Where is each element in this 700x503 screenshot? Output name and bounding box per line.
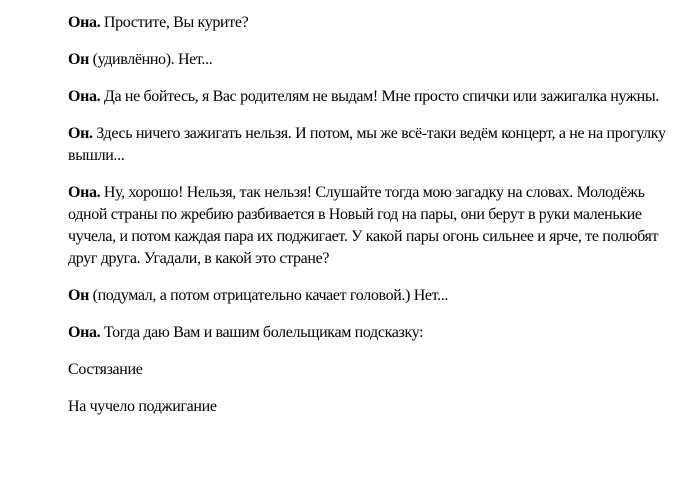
line-text: Да не бойтесь, я Вас родителям не выдам! Мне просто спички или зажигалка нужны. — [100, 88, 659, 105]
speaker-name: Она. — [68, 88, 101, 105]
text-line — [68, 359, 684, 381]
dialogue-line — [68, 123, 684, 167]
speaker-name: Она. — [68, 14, 101, 31]
dialogue-line — [68, 12, 684, 34]
dialogue-line — [68, 322, 684, 344]
dialogue-line — [68, 86, 684, 108]
speaker-name: Он. — [68, 125, 93, 142]
dialogue-line — [68, 182, 684, 270]
dialogue-line — [68, 285, 684, 307]
line-text: (удивлённо). Нет... — [88, 51, 213, 68]
line-text: (подумал, а потом отрицательно качает головой.) Нет... — [88, 287, 449, 304]
line-text: Ну, хорошо! Нельзя, так нельзя! Слушайте тогда мою загадку на словах. Молодёжь одной страны по жребию разбивается в Новый год на пары, они берут в руки маленькие чучела, и потом каждая пара их поджигает. У какой пары огонь сильнее и ярче, те полюбят друг друга. Угадали, в какой это стране? — [68, 184, 659, 267]
dialogue-line — [68, 49, 684, 71]
line-text: На чучело поджигание — [68, 398, 217, 415]
line-text: Простите, Вы курите? — [100, 14, 249, 31]
line-text: Тогда даю Вам и вашим болельщикам подсказку: — [100, 324, 424, 341]
line-text: Состязание — [68, 361, 143, 378]
text-line — [68, 396, 684, 418]
document-page — [68, 12, 684, 433]
speaker-name: Она. — [68, 324, 101, 341]
speaker-name: Она. — [68, 184, 101, 201]
speaker-name: Он — [68, 287, 89, 304]
line-text: Здесь ничего зажигать нельзя. И потом, мы же всё-таки ведём концерт, а не на прогулку вышли... — [68, 125, 666, 164]
speaker-name: Он — [68, 51, 89, 68]
